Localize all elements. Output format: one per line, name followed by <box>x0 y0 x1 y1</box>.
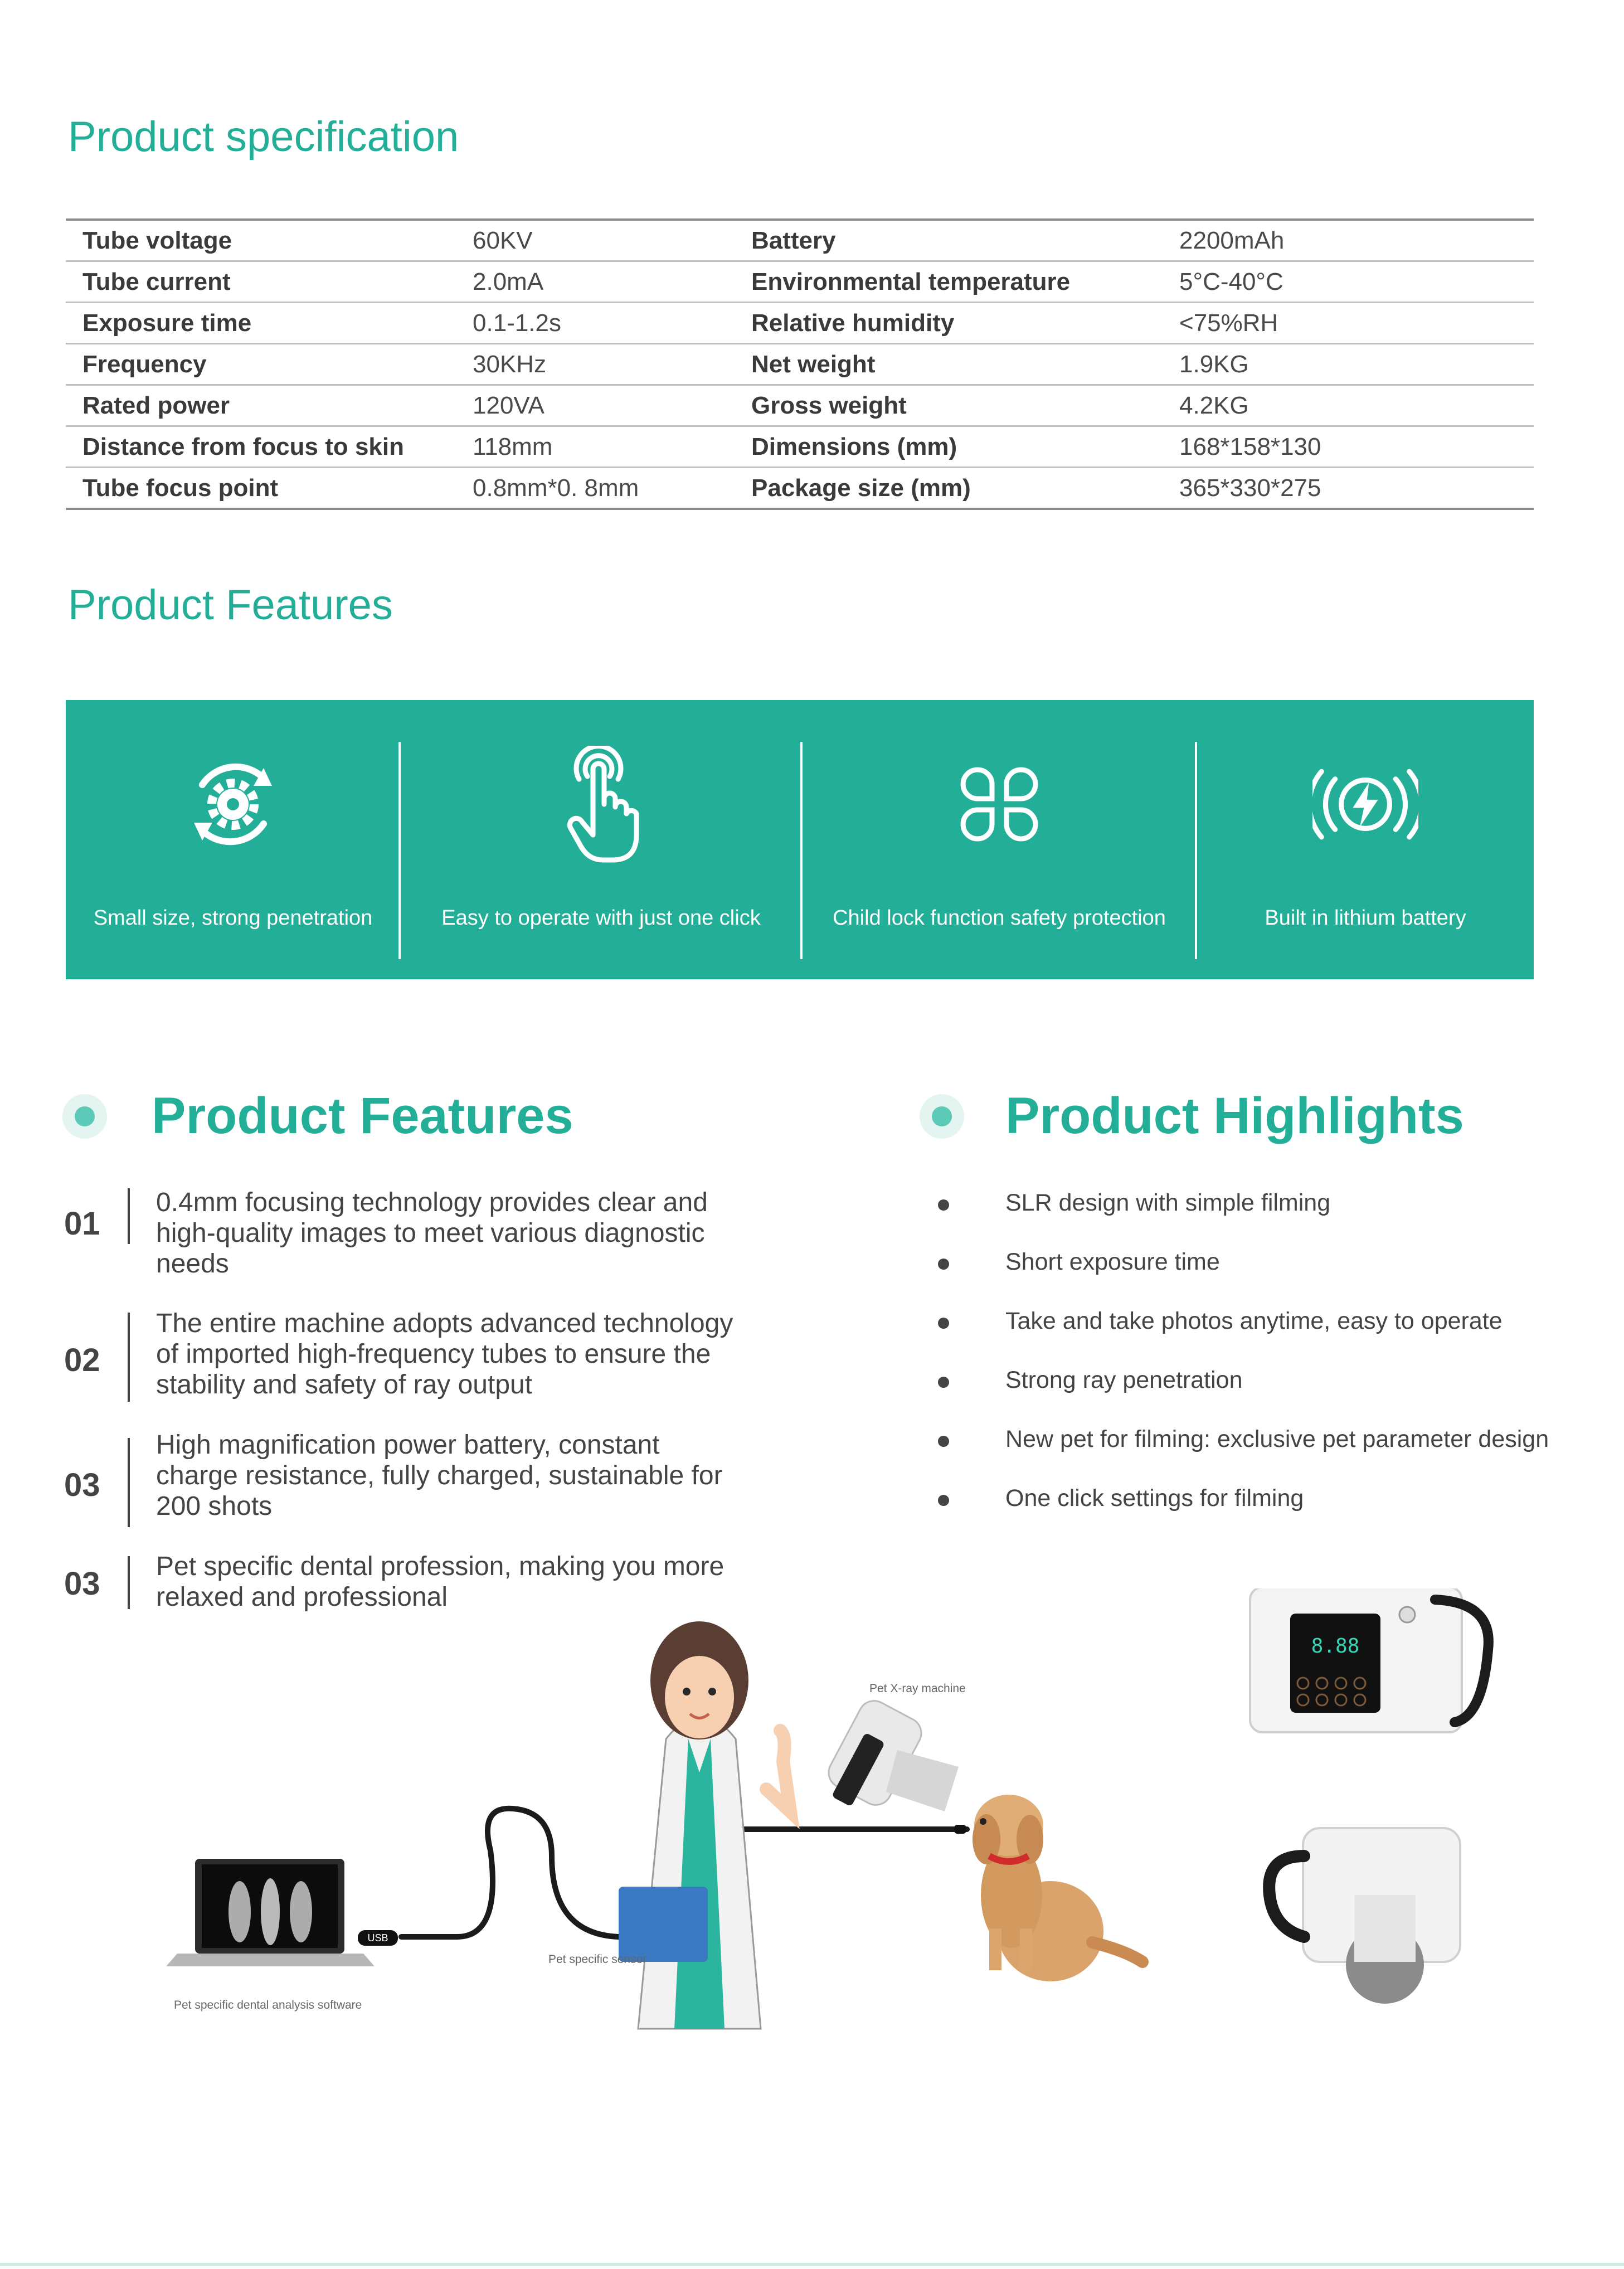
feature-item-size <box>66 700 400 979</box>
spec-row <box>66 385 1534 426</box>
bullet-icon <box>938 1377 949 1388</box>
feature-text: The entire machine adopts advanced technology of imported high-frequency tubes to ensure the stability and safety of ray output <box>156 1309 733 1400</box>
spec-value: 30KHz <box>456 344 735 385</box>
finger-touch-icon <box>548 746 654 863</box>
footer-rule <box>0 2263 1624 2266</box>
feature-text: 0.4mm focusing technology provides clear and high-quality images to meet various diagnostic needs <box>156 1188 708 1279</box>
feature-text: Pet specific dental profession, making you more relaxed and professional <box>156 1552 725 1612</box>
feature-number: 02 <box>64 1342 100 1378</box>
spec-key: Exposure time <box>66 303 456 344</box>
section-dot-icon <box>920 1094 964 1139</box>
feature-label: Child lock function safety protection <box>833 906 1166 930</box>
highlight-text: Strong ray penetration <box>1005 1367 1243 1393</box>
xray-machine-side-image <box>1269 1828 1460 2004</box>
feature-label: Easy to operate with just one click <box>441 906 761 930</box>
divider <box>128 1313 130 1402</box>
highlight-text: Short exposure time <box>1005 1248 1220 1275</box>
wireless-charge-icon <box>1312 746 1418 863</box>
spec-value: 0.8mm*0. 8mm <box>456 468 735 509</box>
doctor-illustration <box>619 1621 790 2029</box>
spec-key: Net weight <box>735 344 1163 385</box>
features-band <box>66 700 1534 979</box>
spec-row <box>66 261 1534 303</box>
highlight-text: Take and take photos anytime, easy to operate <box>1005 1308 1503 1334</box>
feature-number: 01 <box>64 1206 100 1242</box>
spec-title: Product specification <box>68 113 459 161</box>
screen-readout: 8.88 <box>1311 1635 1360 1658</box>
laptop-image <box>166 1859 375 1966</box>
feature-number: 03 <box>64 1467 100 1503</box>
spec-key: Relative humidity <box>735 303 1163 344</box>
spec-value: 2.0mA <box>456 261 735 303</box>
feature-label: Small size, strong penetration <box>93 906 373 930</box>
usb-label: USB <box>367 1932 388 1944</box>
divider <box>128 1438 130 1527</box>
sensor-label: Pet specific sensor <box>548 1953 647 1966</box>
bullet-icon <box>938 1259 949 1270</box>
feature-item-child-lock <box>803 700 1196 979</box>
dog-image <box>973 1795 1142 1981</box>
spec-key: Dimensions (mm) <box>735 426 1163 468</box>
spec-table <box>66 218 1534 510</box>
highlights-title: Product Highlights <box>1005 1087 1464 1144</box>
spec-key: Tube focus point <box>66 468 456 509</box>
spec-value: 2200mAh <box>1163 220 1534 261</box>
spec-value: 168*158*130 <box>1163 426 1534 468</box>
spec-key: Distance from focus to skin <box>66 426 456 468</box>
gear-rotate-icon <box>180 746 286 863</box>
bullet-icon <box>938 1318 949 1329</box>
spec-value: 120VA <box>456 385 735 426</box>
section-dot-icon <box>62 1094 107 1139</box>
spec-row <box>66 220 1534 261</box>
spec-value: 4.2KG <box>1163 385 1534 426</box>
divider <box>128 1188 130 1244</box>
feature-item-one-click <box>401 700 801 979</box>
bullet-icon <box>938 1495 949 1506</box>
spec-key: Package size (mm) <box>735 468 1163 509</box>
spec-value: 60KV <box>456 220 735 261</box>
highlight-text: One click settings for filming <box>1005 1485 1304 1512</box>
bullet-icon <box>938 1436 949 1447</box>
highlight-text: New pet for filming: exclusive pet parameter design <box>1005 1426 1549 1452</box>
machine-label: Pet X-ray machine <box>869 1682 966 1695</box>
feature-item-battery <box>1197 700 1534 979</box>
spec-value: 118mm <box>456 426 735 468</box>
spec-row <box>66 344 1534 385</box>
spec-row <box>66 468 1534 509</box>
spec-value: <75%RH <box>1163 303 1534 344</box>
spec-value: 5°C-40°C <box>1163 261 1534 303</box>
spec-key: Rated power <box>66 385 456 426</box>
spec-key: Gross weight <box>735 385 1163 426</box>
highlight-text: SLR design with simple filming <box>1005 1189 1331 1216</box>
spec-key: Tube current <box>66 261 456 303</box>
spec-key: Environmental temperature <box>735 261 1163 303</box>
feature-label: Built in lithium battery <box>1265 906 1466 930</box>
xray-machine-front-image <box>1250 1588 1489 1732</box>
spec-key: Tube voltage <box>66 220 456 261</box>
spec-value: 1.9KG <box>1163 344 1534 385</box>
spec-row <box>66 426 1534 468</box>
features-band-title: Product Features <box>68 581 393 629</box>
bullet-icon <box>938 1199 949 1211</box>
spec-value: 0.1-1.2s <box>456 303 735 344</box>
features-list-title: Product Features <box>152 1087 573 1144</box>
spec-key: Battery <box>735 220 1163 261</box>
software-label: Pet specific dental analysis software <box>174 1999 362 2012</box>
xray-machine-small <box>823 1695 959 1811</box>
product-illustration <box>0 1588 1624 2045</box>
feature-text: High magnification power battery, constant charge resistance, fully charged, sustainable for 200 shots <box>156 1430 723 1521</box>
spec-key: Frequency <box>66 344 456 385</box>
command-key-icon <box>946 746 1052 863</box>
spec-value: 365*330*275 <box>1163 468 1534 509</box>
spec-row <box>66 303 1534 344</box>
feature-number: 03 <box>64 1566 100 1602</box>
